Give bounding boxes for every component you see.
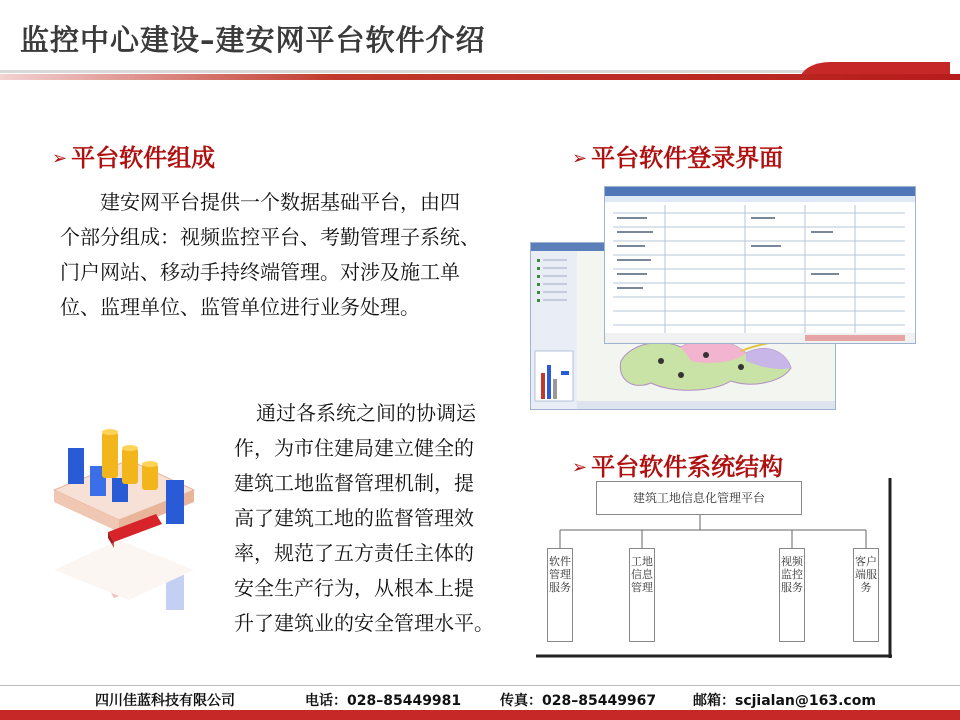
paragraph-line: 升了建筑业的安全管理水平。 (234, 611, 494, 635)
section-heading-label: 平台软件组成 (71, 144, 216, 172)
footer-red-band (0, 710, 960, 720)
footer-fax: 传真：028–85449967 (500, 693, 657, 709)
structure-root-node: 建筑工地信息化管理平台 (596, 481, 802, 515)
paragraph-line: 个部分组成：视频监控平台、考勤管理子系统、 (60, 225, 480, 249)
footer-phone: 电话：028–85449981 (305, 693, 462, 709)
paragraph-line: 位、监理单位、监管单位进行业务处理。 (60, 295, 420, 319)
structure-node-video: 视频监控服务 (779, 548, 805, 642)
screenshot-form-window (604, 186, 916, 344)
title-bar (0, 0, 960, 80)
paragraph-line: 作，为市住建局建立健全的 (234, 436, 474, 460)
structure-node-site-info: 工地信息管理 (629, 548, 655, 642)
paragraph-line: 建安网平台提供一个数据基础平台，由四 (100, 190, 460, 214)
footer-divider (0, 685, 960, 686)
form-window-thumbnail (605, 187, 915, 343)
title-divider (0, 70, 940, 73)
section-heading-composition (52, 138, 215, 173)
page-title: 监控中心建设–建安网平台软件介绍 (20, 23, 486, 57)
paragraph-line: 门户网站、移动手持终端管理。对涉及施工单 (60, 260, 460, 284)
section-heading-login (572, 138, 783, 173)
paragraph-line: 安全生产行为，从根本上提 (234, 576, 474, 600)
section-heading-structure (572, 447, 783, 482)
structure-node-client: 客户端服务 (853, 548, 879, 642)
paragraph-line: 通过各系统之间的协调运 (256, 401, 476, 425)
paragraph-benefits (234, 396, 504, 641)
paragraph-line: 率，规范了五方责任主体的 (234, 541, 474, 565)
arrow-bullet-icon: ➢ (572, 457, 588, 478)
paragraph-line: 建筑工地监督管理机制，提 (234, 471, 474, 495)
section-heading-label: 平台软件登录界面 (591, 144, 784, 172)
paragraph-line: 高了建筑工地的监督管理效 (234, 506, 474, 530)
footer-bar (0, 688, 960, 710)
bar-cubes-illustration (44, 420, 204, 650)
paragraph-composition (60, 185, 500, 325)
structure-node-software: 软件管理服务 (547, 548, 573, 642)
arrow-bullet-icon: ➢ (572, 148, 588, 169)
title-underline (0, 74, 960, 80)
footer-company: 四川佳蓝科技有限公司 (95, 693, 235, 709)
footer-email: 邮箱：scjialan@163.com (693, 693, 876, 709)
section-heading-label: 平台软件系统结构 (591, 453, 784, 481)
arrow-bullet-icon: ➢ (52, 148, 68, 169)
